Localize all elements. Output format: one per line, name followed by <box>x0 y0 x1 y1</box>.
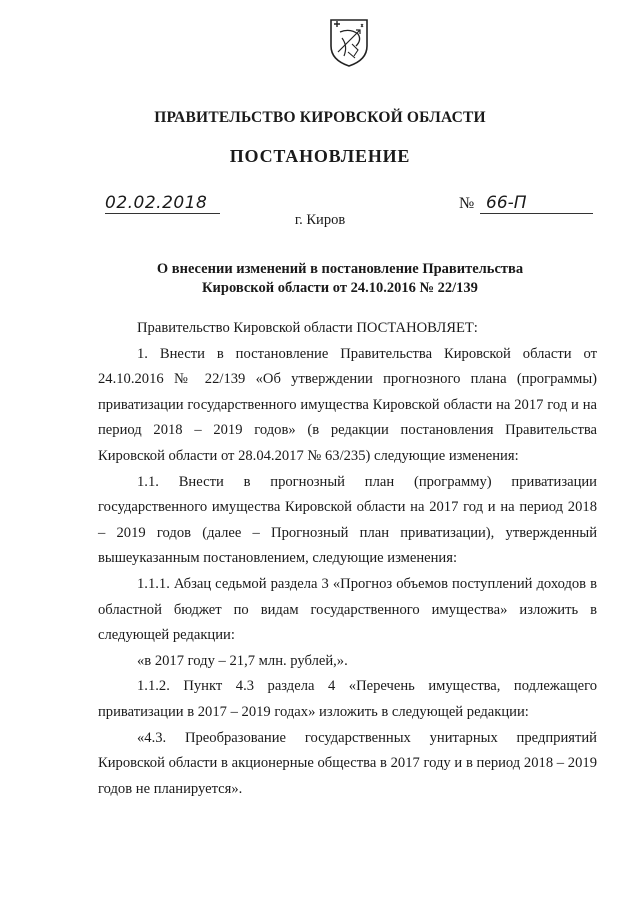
document-number: 66-П <box>480 193 593 214</box>
paragraph-preamble: Правительство Кировской области ПОСТАНОВЛЯЕТ: <box>137 320 478 336</box>
document-body <box>98 316 597 802</box>
document-date: 02.02.2018 <box>105 193 220 214</box>
paragraph-1: 1. Внести в постановление Правительства Кировской области от 24.10.2016 № 22/139 «Об утверждении прогнозного плана (программы) приватизации государственного имущества Кировской области на 2017 год и на период 2018 – 2019 годов» (в редакции постановления Правительства Кировской области от 28.04.2017 № 63/235) следующие изменения: <box>98 345 597 464</box>
paragraph-quote-revenue: «в 2017 году – 21,7 млн. рублей,». <box>137 652 348 669</box>
government-title: ПРАВИТЕЛЬСТВО КИРОВСКОЙ ОБЛАСТИ <box>154 109 486 126</box>
paragraph-1-1-2: 1.1.2. Пункт 4.3 раздела 4 «Перечень имущества, подлежащего приватизации в 2017 – 2019 годах» изложить в следующей редакции: <box>98 678 597 720</box>
document-type-title: ПОСТАНОВЛЕНИЕ <box>229 146 411 166</box>
document-subject <box>140 260 540 298</box>
number-sign: № <box>459 195 475 212</box>
subject-line-2: Кировской области от 24.10.2016 № 22/139 <box>202 280 478 296</box>
paragraph-1-1-1: 1.1.1. Абзац седьмой раздела 3 «Прогноз объемов поступлений доходов в областной бюджет по видам государственного имущества» изложить в следующей редакции: <box>98 575 597 644</box>
paragraph-1-1: 1.1. Внести в прогнозный план (программу) приватизации государственного имущества Кировской области на 2017 год и на период 2018 – 2019 годов (далее – Прогнозный план приватизации), утвержденный вышеуказанным постановлением, следующие изменения: <box>98 473 597 567</box>
paragraph-quote-4-3: «4.3. Преобразование государственных унитарных предприятий Кировской области в акционерные общества в 2017 году и в период 2018 – 2019 годов не планируется». <box>98 729 597 797</box>
city-label: г. Киров <box>294 212 346 228</box>
coat-of-arms-icon <box>328 16 370 68</box>
subject-line-1: О внесении изменений в постановление Правительства <box>156 261 524 277</box>
